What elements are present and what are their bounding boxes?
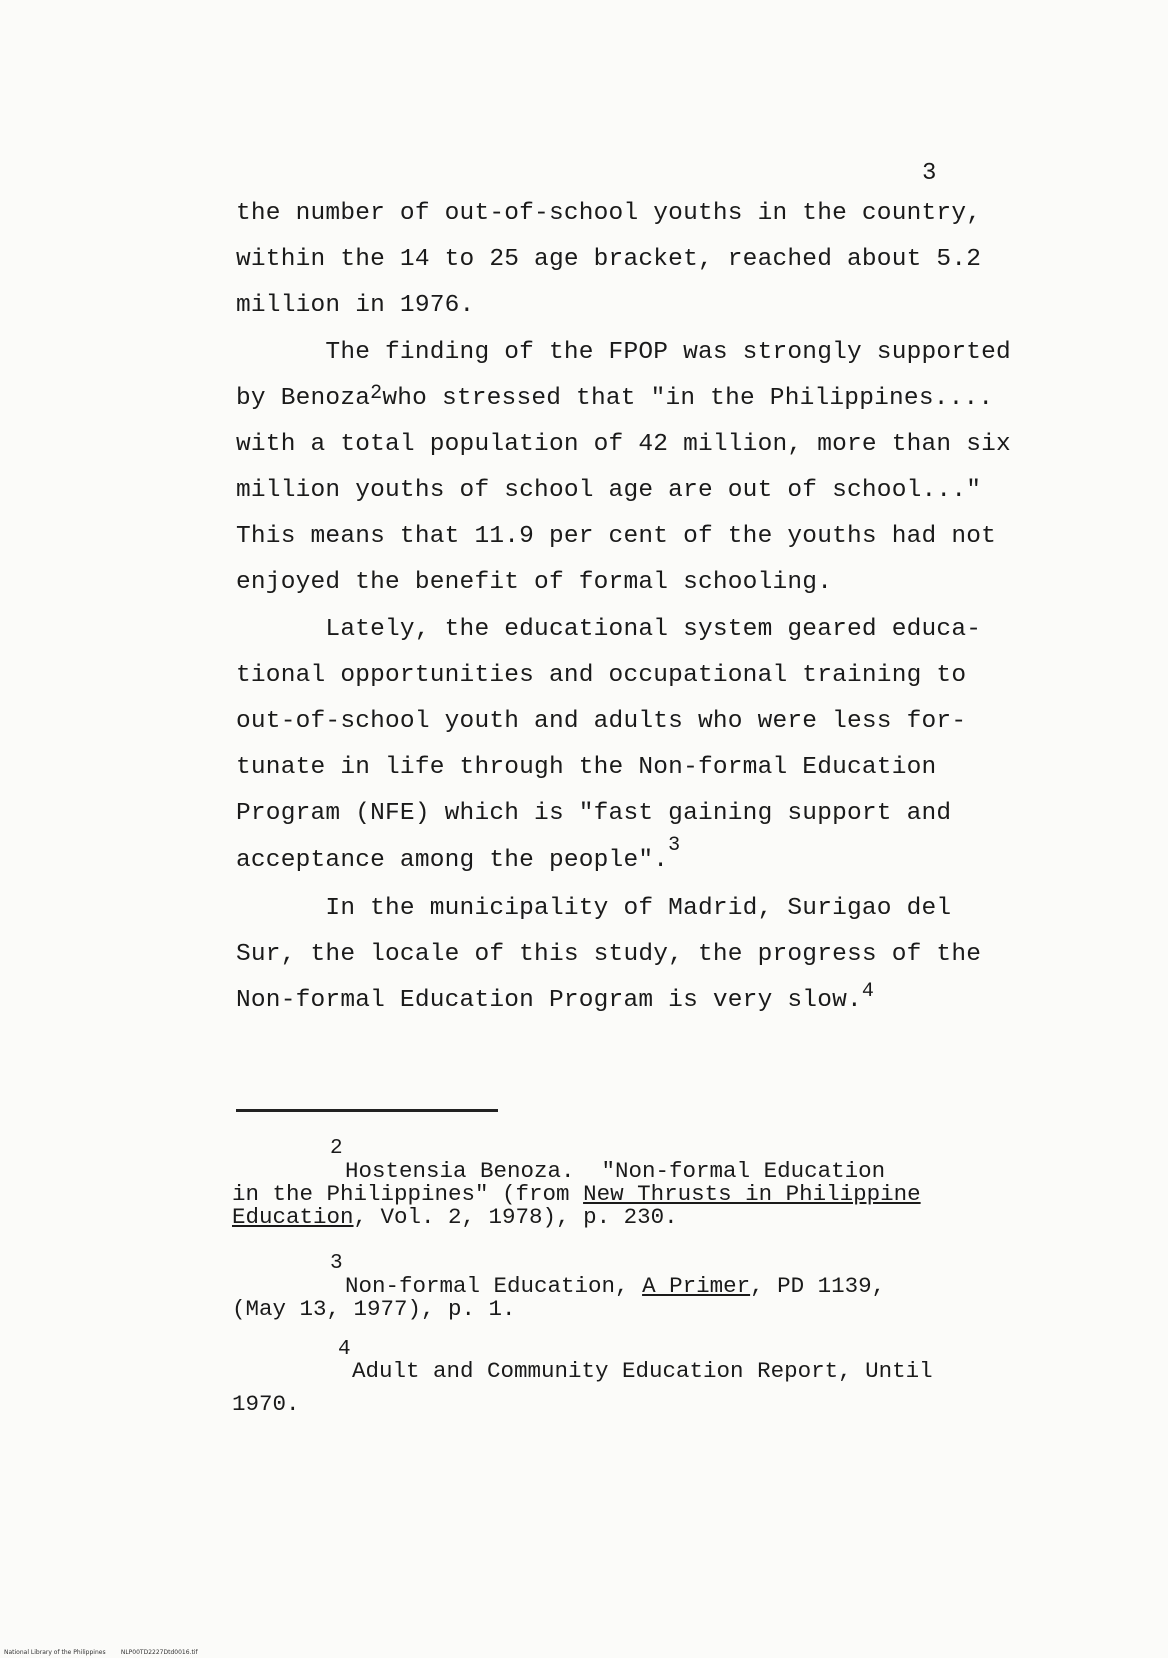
body-text: acceptance among the people". [236,847,669,874]
footnote-text: , PD 1139, [750,1273,886,1299]
footnote-title: New Thrusts in Philippine [583,1181,921,1207]
body-line: out-of-school youth and adults who were less for- [236,708,967,735]
body-line [236,382,994,412]
body-text: by Benoza [236,385,371,412]
footnote-text: Non-formal Education, [345,1273,643,1299]
body-line: Program (NFE) which is "fast gaining support and [236,800,952,827]
body-line: tunate in life through the Non-formal Education [236,754,937,781]
footnote-line: 1970. [232,1391,300,1417]
footer-library: National Library of the Philippines [4,1649,106,1656]
footnote-mark-4: 4 [338,1338,351,1361]
footnote-line: Adult and Community Education Report, Until [352,1358,933,1384]
footer-file: NLP00TD2227Dtd0016.tif [120,1649,198,1656]
footnote-line [232,1206,678,1228]
footnote-text: , Vol. 2, 1978), p. 230. [353,1204,678,1230]
body-line: Lately, the educational system geared educa- [236,616,982,643]
body-line: enjoyed the benefit of formal schooling. [236,569,833,596]
footnote-ref-4: 4 [861,980,875,1003]
footnote-title: A Primer [642,1273,751,1299]
body-line: In the municipality of Madrid, Surigao del [236,895,952,922]
footnote-ref-3: 3 [668,834,681,857]
body-text: who stressed that "in the Philippines.... [382,385,994,412]
body-line: The finding of the FPOP was strongly supported [236,339,1011,366]
body-line: This means that 11.9 per cent of the youths had not [236,523,997,550]
footnote-line: Hostensia Benoza. "Non-formal Education [345,1158,886,1184]
page-number: 3 [922,160,937,187]
body-line: million youths of school age are out of school..." [236,477,982,504]
body-line: within the 14 to 25 age bracket, reached about 5.2 [236,246,982,273]
footnote-line [232,1183,921,1205]
body-line: the number of out-of-school youths in the country, [236,200,982,227]
body-line: with a total population of 42 million, more than six [236,431,1011,458]
body-line: million in 1976. [236,292,475,319]
body-text: Non-formal Education Program is very slow. [236,987,862,1014]
body-line: tional opportunities and occupational training to [236,662,967,689]
footnote-divider [236,1109,498,1112]
body-line [236,834,681,874]
footnote-title: Education [232,1204,354,1230]
footnote-mark-3: 3 [330,1252,343,1275]
footnote-ref-2: 2 [370,382,383,405]
footnote-line [345,1275,885,1297]
footnote-line: (May 13, 1977), p. 1. [232,1296,516,1322]
scan-footer [4,1649,198,1656]
footnote-text: in the Philippines" (from [232,1181,584,1207]
body-line [236,980,875,1014]
footnote-mark-2: 2 [330,1137,343,1160]
body-line: Sur, the locale of this study, the progress of the [236,941,982,968]
